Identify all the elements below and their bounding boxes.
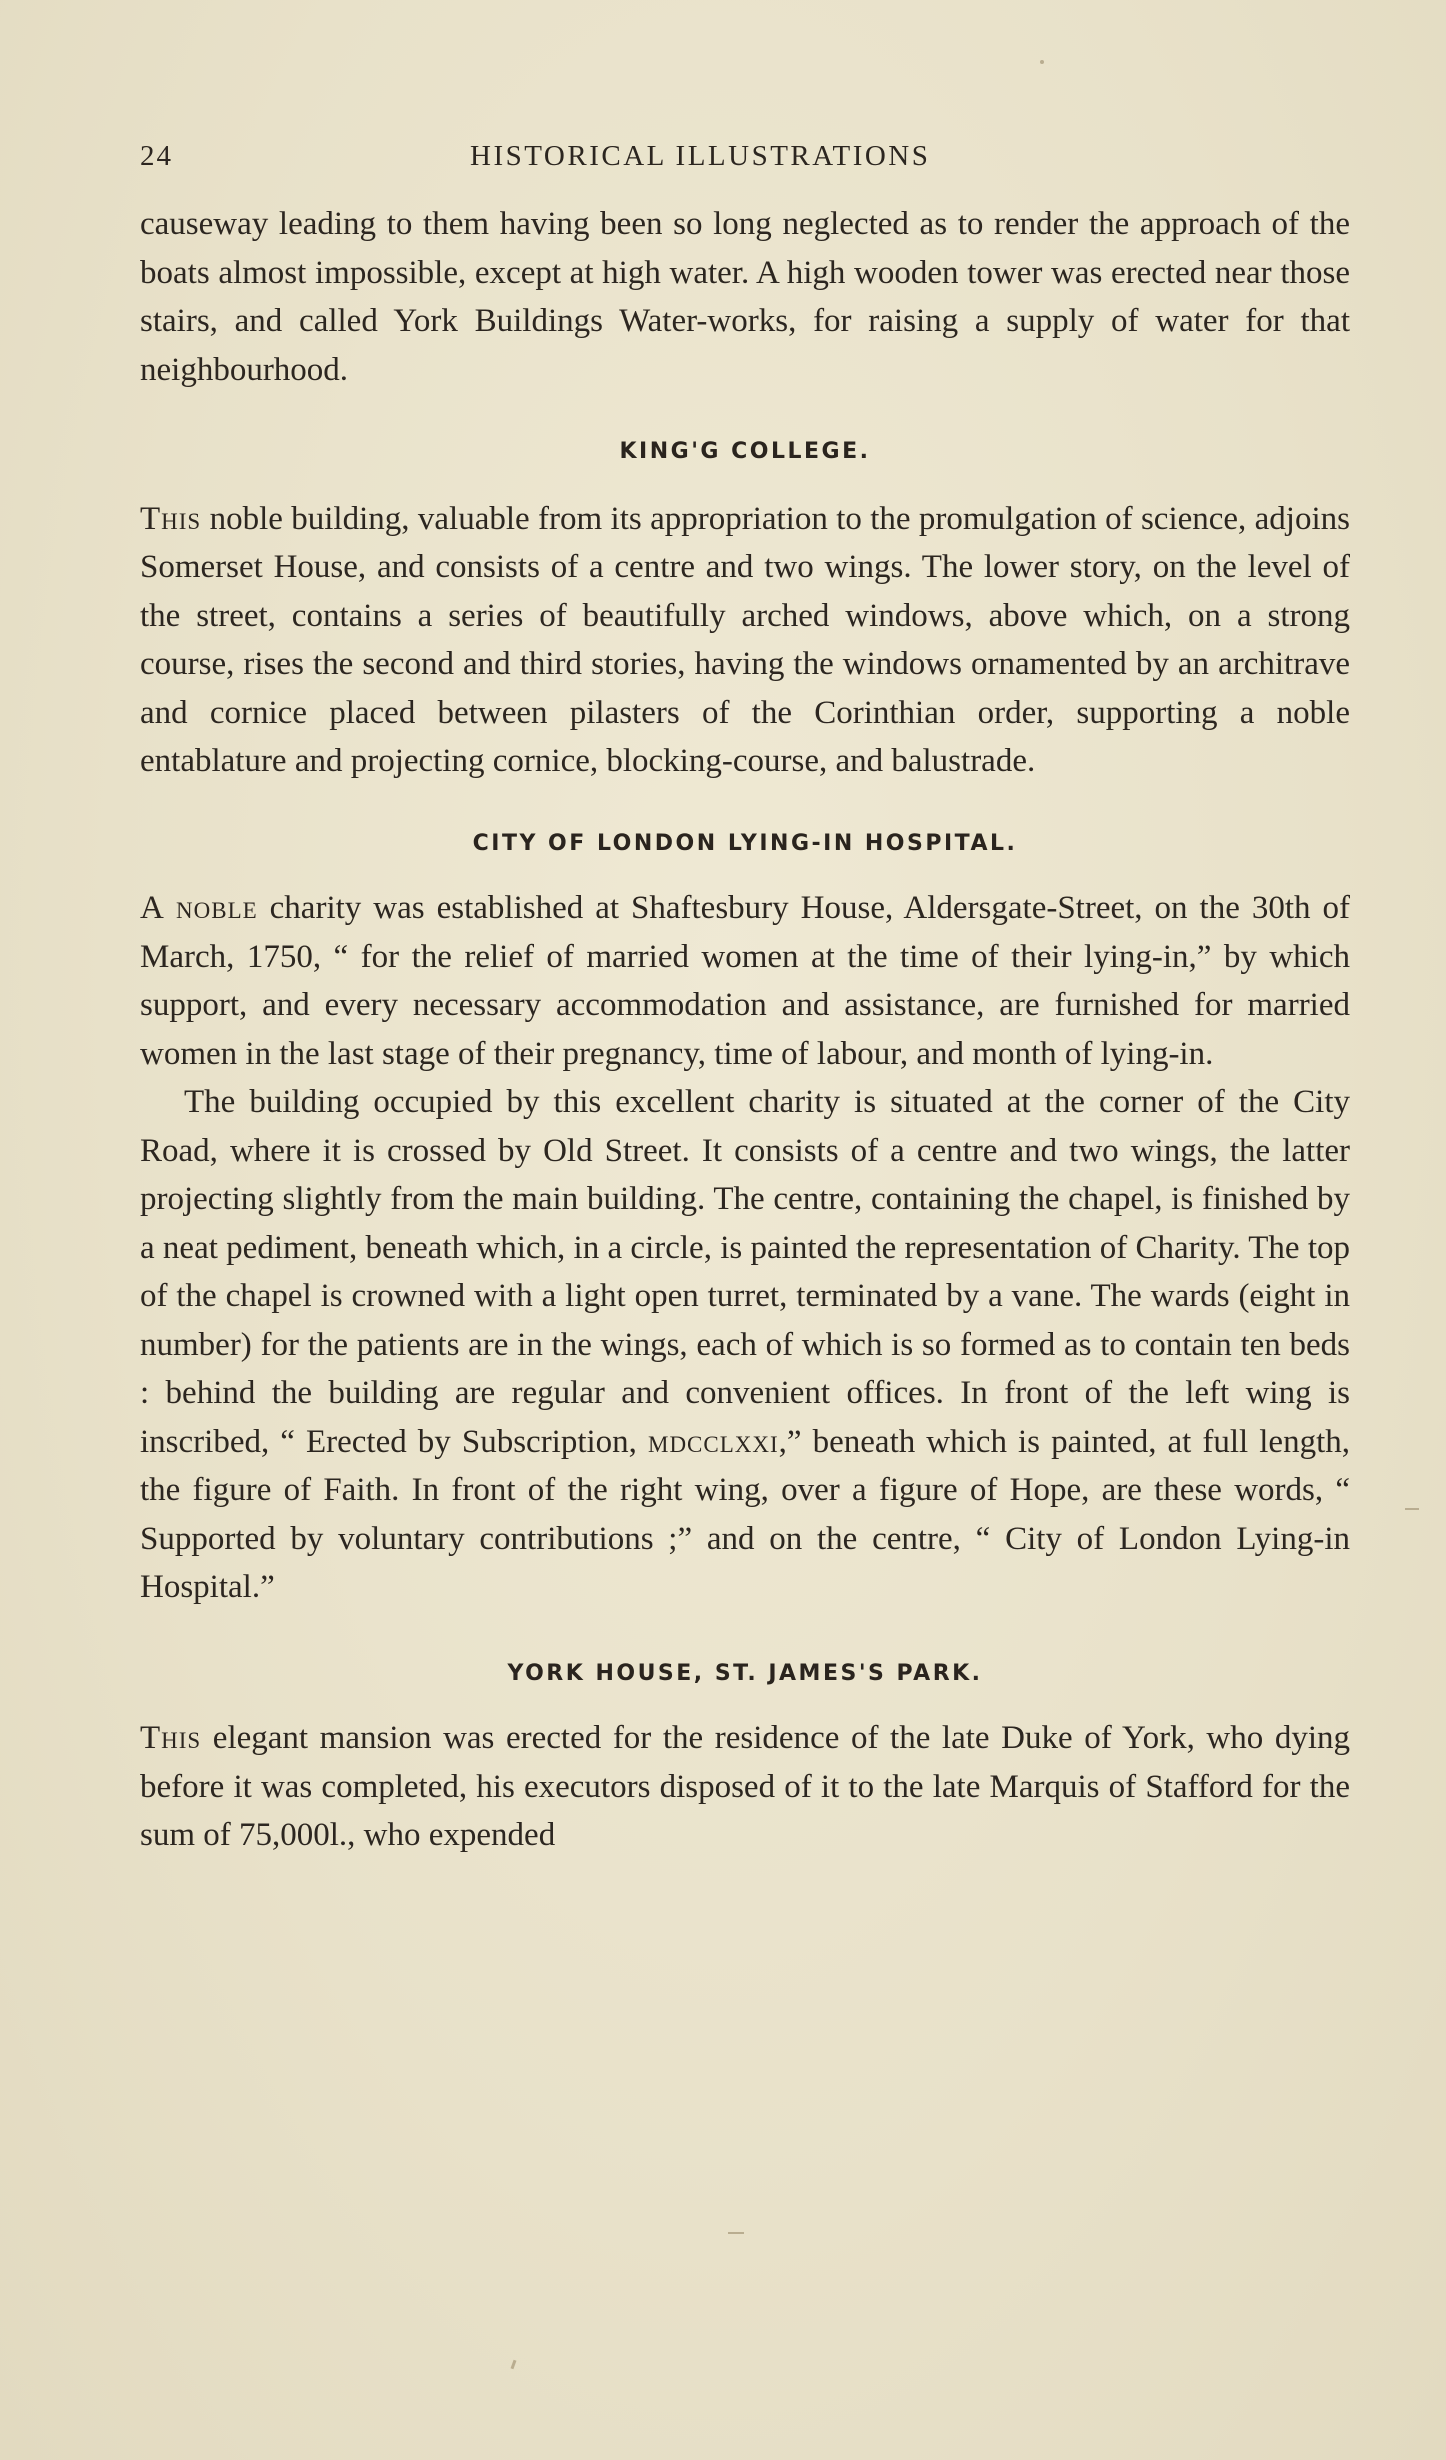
paragraph-text: ,” beneath which is painted, at full length, the figure of Faith. In front of the right wing, over a figure of Hope, are these words, “ Supported by voluntary contributions ;” and on the centre, “ City of London Lying-in Hospital.” [140,1423,1351,1605]
intro-paragraph: causeway leading to them having been so long neglected as to render the approach of the boats almost impossible, except at high water. A high wooden tower was erected near those stairs, and called York Buildings Water-works, for raising a supply of water for that neighbourhood. [140,206,1350,388]
york-house-paragraph [140,1714,1350,1860]
hospital-paragraph-1 [140,884,1350,1078]
paper-speck [1040,60,1044,64]
running-title: HISTORICAL ILLUSTRATIONS [470,140,931,172]
section-heading-york-house: YORK HOUSE, ST. JAMES'S PARK. [507,1660,983,1686]
paragraph-text: The building occupied by this excellent charity is situated at the corner of the City Road, where it is crossed by Old Street. It consists of a centre and two wings, the latter projecting slightly from the main building. The centre, containing the chapel, is finished by a neat pediment, beneath which, in a circle, is painted the representation of Charity. The top of the chapel is crowned with a light open turret, terminated by a vane. The wards (eight in number) for the patients are in the wings, each of which is so formed as to contain ten beds : behind the building are regular and convenient offices. In front of the left wing is inscribed, “ Erected by Subscription, [140,1084,1350,1460]
hospital-paragraph-2 [140,1078,1350,1612]
paragraph-text: elegant mansion was erected for the residence of the late Duke of York, who dying before it was completed, his executors disposed of it to the late Marquis of Stafford for the sum of 75,000l., who expended [140,1720,1350,1853]
section-heading-kings-college: KING'G COLLEGE. [619,439,871,464]
drop-word: This [140,1720,202,1756]
paper-speck [1405,1508,1419,1510]
drop-word: This [140,500,202,537]
roman-numeral: mdcclxxi [648,1423,779,1460]
page-number: 24 [140,140,173,172]
kings-college-paragraph [140,495,1350,786]
paper-speck [728,2232,744,2234]
page-header [140,140,1350,184]
section-heading-lying-in-hospital: CITY OF LONDON LYING-IN HOSPITAL. [472,830,1018,856]
paper-speck [511,2360,517,2369]
drop-word: A noble [140,890,258,926]
paragraph-text: noble building, valuable from its appropriation to the promulgation of science, adjoins Somerset House, and consists of a centre and two wings. The lower story, on the level of the street, contains a series of beautifully arched windows, above which, on a strong course, rises the second and third stories, having the windows ornamented by an architrave and cornice placed between pilasters of the Corinthian order, supporting a noble entablature and projecting cornice, blocking-course, and balustrade. [140,500,1350,779]
body-text [140,200,1350,1860]
paragraph-text: charity was established at Shaftesbury House, Aldersgate-Street, on the 30th of March, 1750, “ for the relief of married women at the time of their lying-in,” by which support, and every necessary accommodation and assistance, are furnished for married women in the last stage of their pregnancy, time of labour, and month of lying-in. [140,890,1351,1072]
